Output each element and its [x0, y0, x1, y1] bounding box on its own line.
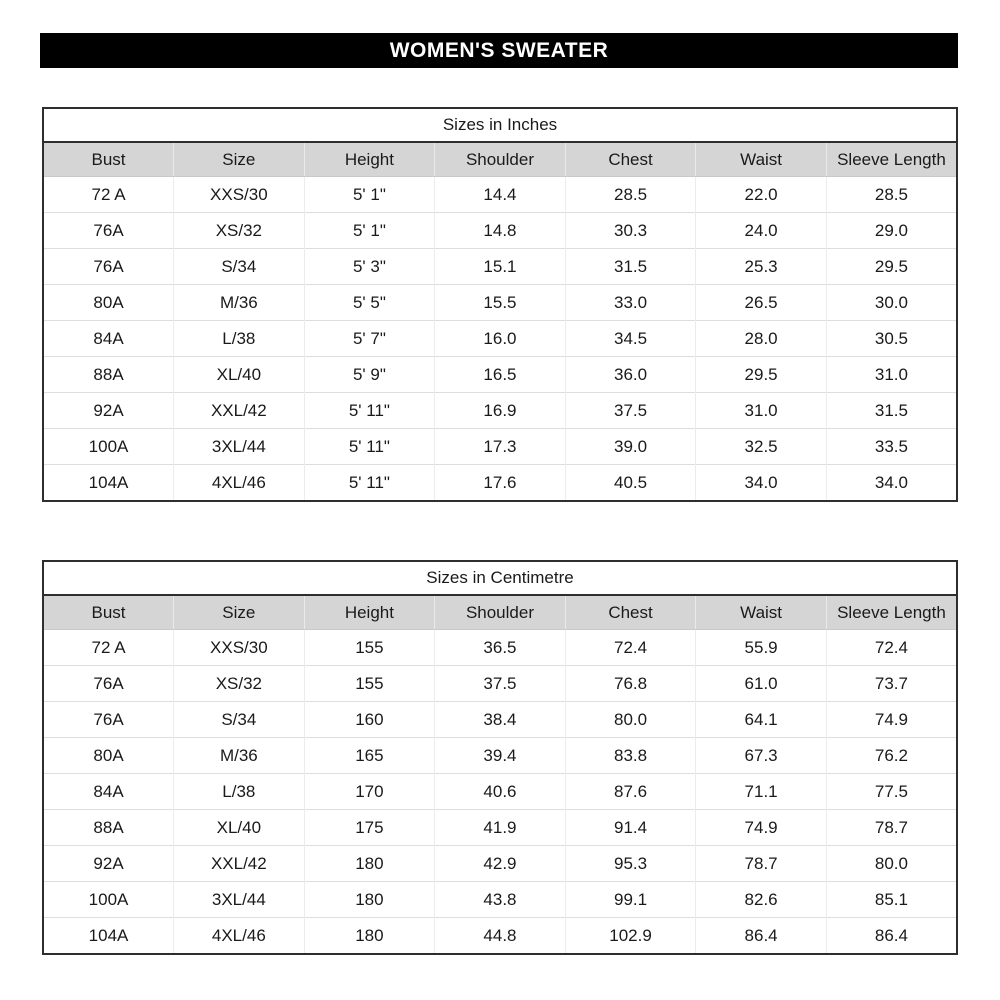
table-cell: 88A: [43, 810, 174, 846]
table-cell: 36.5: [435, 630, 566, 666]
table-cell: 88A: [43, 357, 174, 393]
table-cell: 16.5: [435, 357, 566, 393]
table-cell: XXL/42: [174, 393, 305, 429]
table-cell: 99.1: [565, 882, 696, 918]
table-title-row: [43, 561, 957, 595]
table-cell: 165: [304, 738, 435, 774]
table-cell: 71.1: [696, 774, 827, 810]
table-cell: 76.2: [826, 738, 957, 774]
table-cell: 76A: [43, 249, 174, 285]
page-title-banner: [40, 33, 958, 68]
table-row: [43, 774, 957, 810]
table-cell: 104A: [43, 918, 174, 955]
table-cell: 17.3: [435, 429, 566, 465]
table-row: [43, 846, 957, 882]
table-cell: 170: [304, 774, 435, 810]
table-cell: XXS/30: [174, 177, 305, 213]
table-row: [43, 213, 957, 249]
table-cell: 5' 11": [304, 393, 435, 429]
table-cell: 33.5: [826, 429, 957, 465]
table-cell: 29.5: [696, 357, 827, 393]
table-cell: 74.9: [826, 702, 957, 738]
column-header-shoulder: Shoulder: [435, 142, 566, 177]
column-header-chest: Chest: [565, 142, 696, 177]
table-cell: 78.7: [696, 846, 827, 882]
table-cell: XS/32: [174, 213, 305, 249]
table-cell: 72 A: [43, 630, 174, 666]
column-header-row: [43, 595, 957, 630]
table-cell: 76A: [43, 702, 174, 738]
table-cell: 31.0: [826, 357, 957, 393]
table-cell: 77.5: [826, 774, 957, 810]
table-cell: XXL/42: [174, 846, 305, 882]
size-table-grid: [42, 560, 958, 955]
table-row: [43, 702, 957, 738]
table-cell: 29.5: [826, 249, 957, 285]
table-cell: M/36: [174, 285, 305, 321]
table-row: [43, 429, 957, 465]
column-header-size: Size: [174, 595, 305, 630]
table-row: [43, 321, 957, 357]
table-cell: 37.5: [565, 393, 696, 429]
table-row: [43, 177, 957, 213]
column-header-bust: Bust: [43, 142, 174, 177]
table-cell: 82.6: [696, 882, 827, 918]
table-cell: 5' 3": [304, 249, 435, 285]
table-cell: 31.5: [565, 249, 696, 285]
table-cell: 100A: [43, 882, 174, 918]
table-cell: 91.4: [565, 810, 696, 846]
table-cell: 87.6: [565, 774, 696, 810]
table-cell: 5' 5": [304, 285, 435, 321]
table-cell: 104A: [43, 465, 174, 502]
table-cell: 72.4: [826, 630, 957, 666]
table-cell: 22.0: [696, 177, 827, 213]
table-cell: 5' 1": [304, 213, 435, 249]
column-header-height: Height: [304, 595, 435, 630]
table-cell: 34.5: [565, 321, 696, 357]
table-cell: 42.9: [435, 846, 566, 882]
size-table-centimetre: [42, 560, 958, 955]
table-cell: 25.3: [696, 249, 827, 285]
table-cell: 92A: [43, 393, 174, 429]
table-cell: 39.4: [435, 738, 566, 774]
table-cell: 5' 9": [304, 357, 435, 393]
table-cell: 84A: [43, 321, 174, 357]
table-cell: 76.8: [565, 666, 696, 702]
size-table-grid: [42, 107, 958, 502]
table-cell: M/36: [174, 738, 305, 774]
table-cell: 100A: [43, 429, 174, 465]
table-cell: 3XL/44: [174, 882, 305, 918]
table-cell: 72.4: [565, 630, 696, 666]
table-title: Sizes in Centimetre: [43, 561, 957, 595]
table-cell: 34.0: [696, 465, 827, 502]
table-cell: XL/40: [174, 357, 305, 393]
table-cell: 180: [304, 882, 435, 918]
table-cell: 33.0: [565, 285, 696, 321]
table-cell: 80A: [43, 738, 174, 774]
table-cell: 155: [304, 666, 435, 702]
table-cell: 44.8: [435, 918, 566, 955]
column-header-chest: Chest: [565, 595, 696, 630]
table-cell: 180: [304, 918, 435, 955]
table-cell: 37.5: [435, 666, 566, 702]
table-cell: 43.8: [435, 882, 566, 918]
table-cell: 31.0: [696, 393, 827, 429]
table-cell: 29.0: [826, 213, 957, 249]
table-cell: 28.5: [565, 177, 696, 213]
table-title-row: [43, 108, 957, 142]
table-cell: 83.8: [565, 738, 696, 774]
table-cell: 4XL/46: [174, 918, 305, 955]
column-header-bust: Bust: [43, 595, 174, 630]
size-table-inches: [42, 107, 958, 502]
table-cell: XL/40: [174, 810, 305, 846]
table-row: [43, 666, 957, 702]
table-cell: 72 A: [43, 177, 174, 213]
table-cell: 38.4: [435, 702, 566, 738]
table-cell: 84A: [43, 774, 174, 810]
table-row: [43, 738, 957, 774]
table-cell: 86.4: [826, 918, 957, 955]
table-cell: 160: [304, 702, 435, 738]
table-cell: 86.4: [696, 918, 827, 955]
table-cell: 5' 11": [304, 429, 435, 465]
table-row: [43, 357, 957, 393]
table-cell: 102.9: [565, 918, 696, 955]
table-cell: 4XL/46: [174, 465, 305, 502]
column-header-row: [43, 142, 957, 177]
table-cell: 14.8: [435, 213, 566, 249]
table-cell: 5' 7": [304, 321, 435, 357]
table-cell: L/38: [174, 774, 305, 810]
table-cell: S/34: [174, 249, 305, 285]
table-cell: 24.0: [696, 213, 827, 249]
table-cell: L/38: [174, 321, 305, 357]
table-cell: 32.5: [696, 429, 827, 465]
table-cell: S/34: [174, 702, 305, 738]
column-header-waist: Waist: [696, 595, 827, 630]
column-header-height: Height: [304, 142, 435, 177]
table-cell: 28.5: [826, 177, 957, 213]
table-cell: 175: [304, 810, 435, 846]
column-header-waist: Waist: [696, 142, 827, 177]
table-cell: 180: [304, 846, 435, 882]
table-cell: 41.9: [435, 810, 566, 846]
table-cell: 61.0: [696, 666, 827, 702]
table-cell: 26.5: [696, 285, 827, 321]
table-row: [43, 285, 957, 321]
table-row: [43, 249, 957, 285]
column-header-shoulder: Shoulder: [435, 595, 566, 630]
table-cell: 16.0: [435, 321, 566, 357]
table-cell: 30.5: [826, 321, 957, 357]
table-cell: 15.1: [435, 249, 566, 285]
column-header-sleeve-length: Sleeve Length: [826, 595, 957, 630]
page-title: WOMEN'S SWEATER: [389, 38, 609, 62]
table-cell: 73.7: [826, 666, 957, 702]
table-cell: 36.0: [565, 357, 696, 393]
table-cell: 92A: [43, 846, 174, 882]
table-cell: 155: [304, 630, 435, 666]
table-cell: 30.0: [826, 285, 957, 321]
table-cell: 74.9: [696, 810, 827, 846]
table-row: [43, 882, 957, 918]
table-row: [43, 630, 957, 666]
table-cell: 39.0: [565, 429, 696, 465]
table-cell: 34.0: [826, 465, 957, 502]
table-title: Sizes in Inches: [43, 108, 957, 142]
table-cell: 85.1: [826, 882, 957, 918]
table-cell: 67.3: [696, 738, 827, 774]
table-cell: 40.6: [435, 774, 566, 810]
table-row: [43, 918, 957, 955]
table-cell: 40.5: [565, 465, 696, 502]
table-cell: 95.3: [565, 846, 696, 882]
table-cell: 80A: [43, 285, 174, 321]
table-cell: 14.4: [435, 177, 566, 213]
table-cell: XXS/30: [174, 630, 305, 666]
table-cell: 3XL/44: [174, 429, 305, 465]
table-cell: 80.0: [826, 846, 957, 882]
size-tables: [42, 107, 958, 955]
table-cell: 78.7: [826, 810, 957, 846]
table-row: [43, 465, 957, 502]
table-cell: 64.1: [696, 702, 827, 738]
table-cell: 30.3: [565, 213, 696, 249]
table-cell: 28.0: [696, 321, 827, 357]
table-cell: 80.0: [565, 702, 696, 738]
table-cell: 15.5: [435, 285, 566, 321]
table-cell: 5' 1": [304, 177, 435, 213]
table-cell: XS/32: [174, 666, 305, 702]
table-cell: 31.5: [826, 393, 957, 429]
table-cell: 76A: [43, 213, 174, 249]
table-row: [43, 810, 957, 846]
column-header-size: Size: [174, 142, 305, 177]
table-row: [43, 393, 957, 429]
table-cell: 17.6: [435, 465, 566, 502]
table-cell: 16.9: [435, 393, 566, 429]
table-cell: 55.9: [696, 630, 827, 666]
table-cell: 5' 11": [304, 465, 435, 502]
column-header-sleeve-length: Sleeve Length: [826, 142, 957, 177]
table-cell: 76A: [43, 666, 174, 702]
